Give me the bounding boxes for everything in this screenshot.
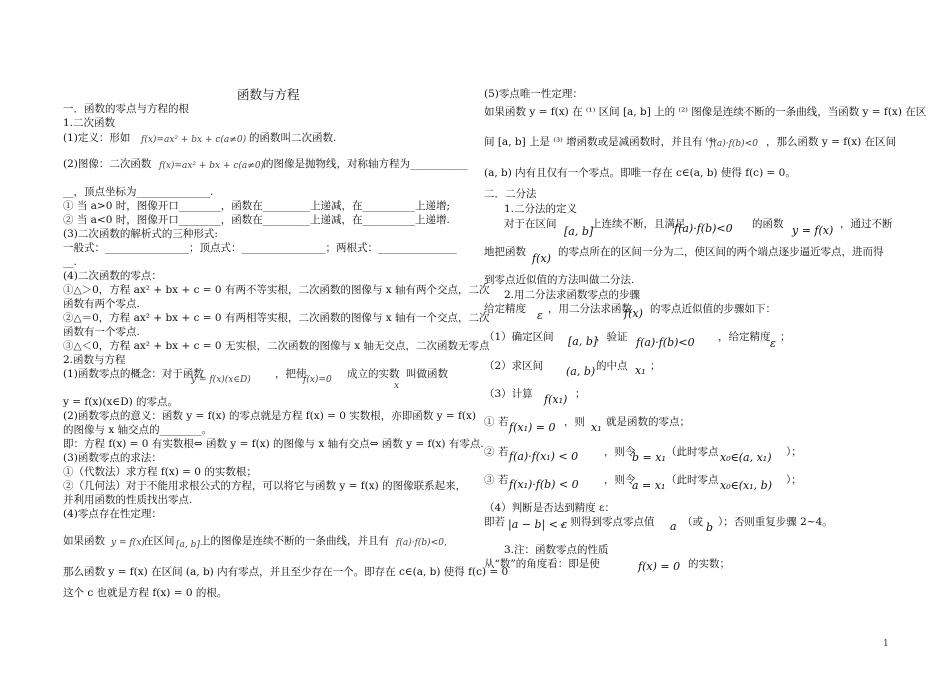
text-line: 这个 c 也就是方程 f(x) = 0 的根。 xyxy=(63,587,228,599)
text-line: (2)图像：二次函数 xyxy=(63,158,152,170)
formula: a xyxy=(670,520,677,533)
text-line: (3)函数零点的求法： xyxy=(63,452,162,464)
formula: f(x₁) xyxy=(544,393,568,406)
text-line: __. xyxy=(63,256,77,268)
formula: f(x)=ax² + bx + c(a≠0) xyxy=(159,161,265,171)
formula: x₁ xyxy=(591,421,602,434)
text-line: (1)函数零点的概念：对于函数 xyxy=(63,368,204,380)
text-line: ② 当 a<0 时，图像开口________，函数在_________上递减，在__________上递增. xyxy=(63,214,450,226)
text-line: ； xyxy=(780,331,791,343)
subsection-heading: 1.二次函数 xyxy=(63,117,116,129)
section-heading: 二．二分法 xyxy=(484,188,537,200)
formula: x₀∈(x₁, b) xyxy=(720,479,772,492)
text-line: 的图像与 x 轴交点的________。 xyxy=(63,424,213,436)
text-line: ③△＜0，方程 ax² + bx + c = 0 无实根，二次函数的图像与 x 轴无交点，二次函数无零点 xyxy=(63,340,490,352)
formula: x xyxy=(394,381,400,391)
subsection-heading: 2.函数与方程 xyxy=(63,354,126,366)
text-line: 就是函数的零点； xyxy=(606,416,690,428)
formula: (a, b) xyxy=(566,365,596,378)
text-line: (1)定义：形如 xyxy=(63,132,131,144)
formula: f(a)·f(b)<0 xyxy=(636,336,695,349)
text-line: ，验证 xyxy=(596,331,628,343)
text-line: y = f(x)(x∈D) 的零点。 xyxy=(63,396,179,408)
subsection-heading: 2.用二分法求函数零点的步骤 xyxy=(504,289,641,301)
text-line: __，顶点坐标为______________. xyxy=(63,186,214,198)
text-line: ①（代数法）求方程 f(x) = 0 的实数根； xyxy=(63,466,257,478)
formula: f(x) xyxy=(532,252,551,265)
formula: f(x)=0 xyxy=(303,375,332,385)
text-line: （1）确定区间 xyxy=(484,331,554,343)
formula: [a, b] xyxy=(564,225,594,238)
text-line: ）； xyxy=(786,446,802,458)
text-line: (3)二次函数的解析式的三种形式: xyxy=(63,228,218,240)
text-line: (a, b) 内有且仅有一个零点。即唯一存在 c∈(a, b) 使得 f(c) = 0。 xyxy=(484,167,796,179)
formula: y = f(x)(x∈D) xyxy=(191,375,251,385)
text-line: ，则令 xyxy=(604,446,636,458)
text-line: 函数有一个零点. xyxy=(63,326,140,338)
formula: b = x₁ xyxy=(632,451,666,464)
text-line: ，给定精度 xyxy=(718,331,771,343)
formula: a = x₁ xyxy=(632,479,666,492)
text-line: 的零点所在的区间一分为二，使区间的两个端点逐步逼近零点，进而得 xyxy=(558,246,884,258)
text-line: ②△＝0，方程 ax² + bx + c = 0 有两相等实根，二次函数的图像与 x 轴有一个交点，二次 xyxy=(63,312,490,324)
text-line: ① 当 a>0 时，图像开口________，函数在_________上递减，在__________上递增; xyxy=(63,200,451,212)
formula: [a, b] xyxy=(568,335,598,348)
text-line: 的中点 xyxy=(596,360,628,372)
text-line: （此时零点 xyxy=(666,474,719,486)
formula: f(a)·f(b)<0 xyxy=(710,139,758,149)
formula: y = f(x) xyxy=(792,224,834,237)
subsection-heading: 1.二分法的定义 xyxy=(504,203,578,215)
formula: ε xyxy=(537,309,543,322)
text-line: 如果函数 y = f(x) 在 ⁽¹⁾ 区间 [a, b] 上的 ⁽²⁾ 图像是连续不断的一条曲线，当函数 y = f(x) 在区 xyxy=(484,106,927,118)
text-line: ②（几何法）对于不能用求根公式的方程，可以将它与函数 y = f(x) 的图像联系起来， xyxy=(63,480,467,492)
formula: f(a)·f(b)<0， xyxy=(396,538,453,548)
formula: ε xyxy=(770,337,776,350)
text-line: ，则 xyxy=(564,416,585,428)
formula: f(x₁) = 0 xyxy=(509,421,556,434)
text-line: ，那么函数 y = f(x) 在区间 xyxy=(766,136,897,148)
text-line: (2)函数零点的意义：函数 y = f(x) 的零点就是方程 f(x) = 0 实数根，亦即函数 y = f(x) xyxy=(63,410,477,422)
page-number: 1 xyxy=(883,639,889,649)
formula: [a, b] xyxy=(176,540,200,550)
text-line: ，把使 xyxy=(275,368,307,380)
formula: y = f(x) xyxy=(111,538,145,548)
text-line: ）；否则重复步骤 2~4。 xyxy=(718,516,833,528)
text-line: 如果函数 xyxy=(63,535,105,547)
text-line: 在区间 xyxy=(143,535,175,547)
subsection-heading: 3.注：函数零点的性质 xyxy=(504,544,609,556)
formula: f(x₁)·f(b) < 0 xyxy=(509,478,579,491)
formula: b xyxy=(706,521,714,534)
text-line: ，用二分法求函数 xyxy=(548,303,632,315)
formula: f(a)·f(x₁) < 0 xyxy=(509,450,579,463)
formula: |a − b| < ε xyxy=(508,518,568,531)
text-line: 的实数； xyxy=(688,558,730,570)
text-line: ② 若 xyxy=(484,446,509,458)
text-line: 的函数叫二次函数. xyxy=(249,132,337,144)
text-line: ，则得到零点零点值 xyxy=(560,516,655,528)
text-line: ； xyxy=(575,388,586,400)
document-title: 函数与方程 xyxy=(237,87,300,102)
formula: f(a)·f(b)<0 xyxy=(674,222,733,235)
text-line: 的零点近似值的步骤如下： xyxy=(650,303,776,315)
formula: f(x) = 0 xyxy=(638,560,681,573)
formula: x₁ xyxy=(635,364,646,377)
formula: f(x)=ax² + bx + c(a≠0) xyxy=(141,135,247,145)
text-line: (4)零点存在性定理： xyxy=(63,508,162,520)
text-line: （此时零点 xyxy=(666,446,719,458)
text-line: 对于在区间 xyxy=(504,218,557,230)
section-heading: 一．函数的零点与方程的根 xyxy=(63,103,189,115)
text-line: 间 [a, b] 上是 ⁽³⁾ 增函数或是减函数时，并且有 ⁽⁴⁾ xyxy=(484,136,716,148)
text-line: ，通过不断 xyxy=(840,218,893,230)
text-line: 函数有两个零点. xyxy=(63,298,140,310)
text-line: 上的图像是连续不断的一条曲线，并且有 xyxy=(200,535,389,547)
text-line: 上连续不断，且满足 xyxy=(591,218,686,230)
text-line: 那么函数 y = f(x) 在区间 (a, b) 内有零点，并且至少存在一个。即存在 c∈(a, b) 使得 f(c) = 0 xyxy=(63,566,509,578)
subsection-heading: (5)零点唯一性定理： xyxy=(484,88,583,100)
text-line: 从“数”的角度看：即是使 xyxy=(484,558,600,570)
text-line: (4)二次函数的零点： xyxy=(63,270,162,282)
text-line: （3）计算 xyxy=(484,388,533,400)
text-line: 的图像是抛物线，对称轴方程为___________ xyxy=(263,158,468,170)
text-line: 即：方程 f(x) = 0 有实数根⇔ 函数 y = f(x) 的图像与 x 轴有交点⇔ 函数 y = f(x) 有零点. xyxy=(63,438,484,450)
text-line: ，则令 xyxy=(604,474,636,486)
text-line: （4）判断是否达到精度 ε： xyxy=(484,502,615,514)
text-line: 并利用函数的性质找出零点. xyxy=(63,494,193,506)
formula: f(x) xyxy=(624,307,643,320)
text-line: 到零点近似值的方法叫做二分法. xyxy=(484,274,635,286)
text-line: ）； xyxy=(786,474,802,486)
text-line: ① 若 xyxy=(484,416,509,428)
text-line: ③ 若 xyxy=(484,474,509,486)
text-line: 一般式：________________；顶点式：________________；两根式：_______________ xyxy=(63,242,457,254)
text-line: 叫做函数 xyxy=(406,368,448,380)
text-line: 即若 xyxy=(484,516,505,528)
text-line: ①△＞0，方程 ax² + bx + c = 0 有两不等实根，二次函数的图像与 x 轴有两个交点，二次 xyxy=(63,284,490,296)
text-line: 的函数 xyxy=(752,218,784,230)
text-line: 给定精度 xyxy=(484,303,526,315)
text-line: 地把函数 xyxy=(484,246,526,258)
text-line: （或 xyxy=(682,516,703,528)
text-line: ； xyxy=(650,360,661,372)
text-line: （2）求区间 xyxy=(484,360,544,372)
text-line: 成立的实数 xyxy=(347,368,400,380)
formula: x₀∈(a, x₁) xyxy=(720,451,772,464)
